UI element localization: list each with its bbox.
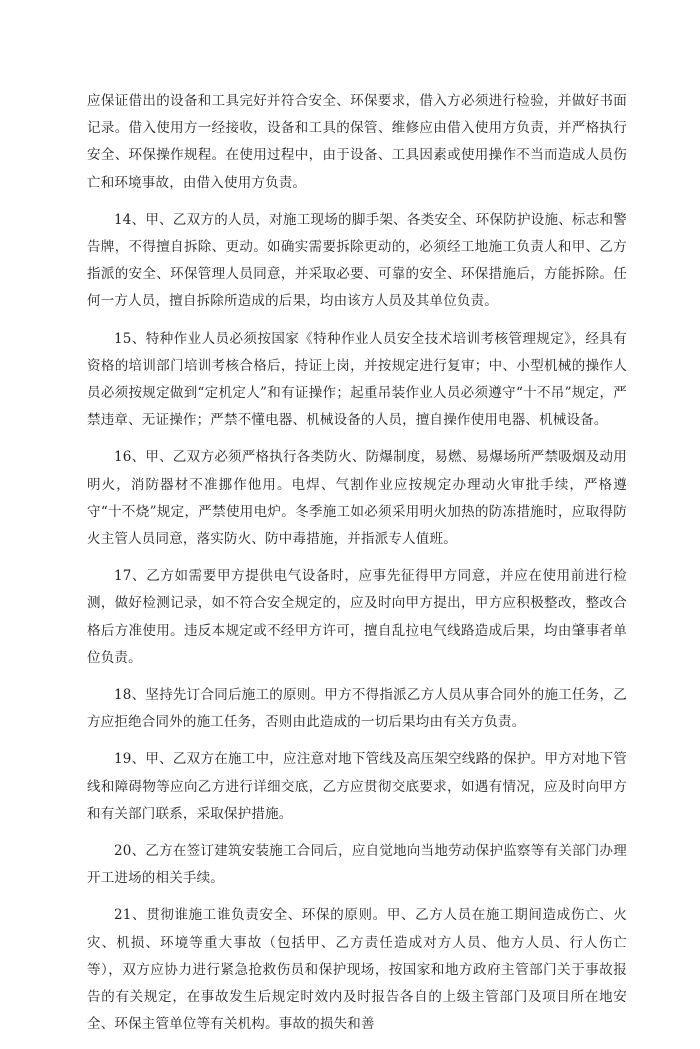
paragraph-clause-14: 14、甲、乙双方的人员，对施工现场的脚手架、各类安全、环保防护设施、标志和警告牌，不得擅自拆除、更动。如确实需要拆除更动的，必须经工地施工负责人和甲、乙方指派的安全、环保管理人员同意，并采取必要、可靠的安全、环保措施后，方能拆除。任何一方人员，擅自拆除所造成的后果，均由该方人员及其单位负责。 [87,211,627,310]
paragraph-clause-15: 15、特种作业人员必须按国家《特种作业人员安全技术培训考核管理规定》，经具有资格的培训部门培训考核合格后，持证上岗，并按规定进行复审；中、小型机械的操作人员必须按规定做到“定机定人”和有证操作；起重吊装作业人员必须遵守“十不吊”规定，严禁违章、无证操作；严禁不懂电器、机械设备的人员，擅自操作使用电器、机械设备。 [87,330,627,429]
paragraph-clause-20: 20、乙方在签订建筑安装施工合同后，应自觉地向当地劳动保护监察等有关部门办理开工进场的相关手续。 [87,843,627,887]
paragraph-clause-17: 17、乙方如需要甲方提供电气设备时，应事先征得甲方同意，并应在使用前进行检测，做好检测记录，如不符合安全规定的，应及时向甲方提出，甲方应积极整改，整改合格后方准使用。违反本规定或不经甲方许可，擅自乱拉电气线路造成后果，均由肇事者单位负责。 [87,568,627,666]
paragraph-clause-18: 18、坚持先订合同后施工的原则。甲方不得指派乙方人员从事合同外的施工任务，乙方应拒绝合同外的施工任务，否则由此造成的一切后果均由有关方负责。 [87,687,627,731]
paragraph-clause-21: 21、贯彻谁施工谁负责安全、环保的原则。甲、乙方人员在施工期间造成伤亡、火灾、机损、环境等重大事故（包括甲、乙方责任造成对方人员、他方人员、行人伤亡等），双方应协力进行紧急抢救伤员和保护现场，按国家和地方政府主管部门关于事故报告的有关规定，在事故发生后规定时效内及时报告各自的上级主管部门及项目所在地安全、环保主管单位等有关机构。事故的损失和善 [87,907,627,1033]
paragraph-clause-19: 19、甲、乙双方在施工中，应注意对地下管线及高压架空线路的保护。甲方对地下管线和障碍物等应向乙方进行详细交底，乙方应贯彻交底要求，如遇有情况，应及时向甲方和有关部门联系，采取保护措施。 [87,751,627,822]
document-body [87,88,627,1049]
paragraph-clause-16: 16、甲、乙双方必须严格执行各类防火、防爆制度，易燃、易爆场所严禁吸烟及动用明火，消防器材不准挪作他用。电焊、气割作业应按规定办理动火审批手续，严格遵守“十不烧”规定，严禁使用电炉。冬季施工如必须采用明火加热的防冻措施时，应取得防火主管人员同意，落实防火、防中毒措施，并指派专人值班。 [87,449,627,548]
paragraph-continued: 应保证借出的设备和工具完好并符合安全、环保要求，借入方必须进行检验，并做好书面记录。借入使用方一经接收，设备和工具的保管、维修应由借入使用方负责，并严格执行安全、环保操作规程。在使用过程中，由于设备、工具因素或使用操作不当而造成人员伤亡和环境事故，由借入使用方负责。 [87,93,627,191]
